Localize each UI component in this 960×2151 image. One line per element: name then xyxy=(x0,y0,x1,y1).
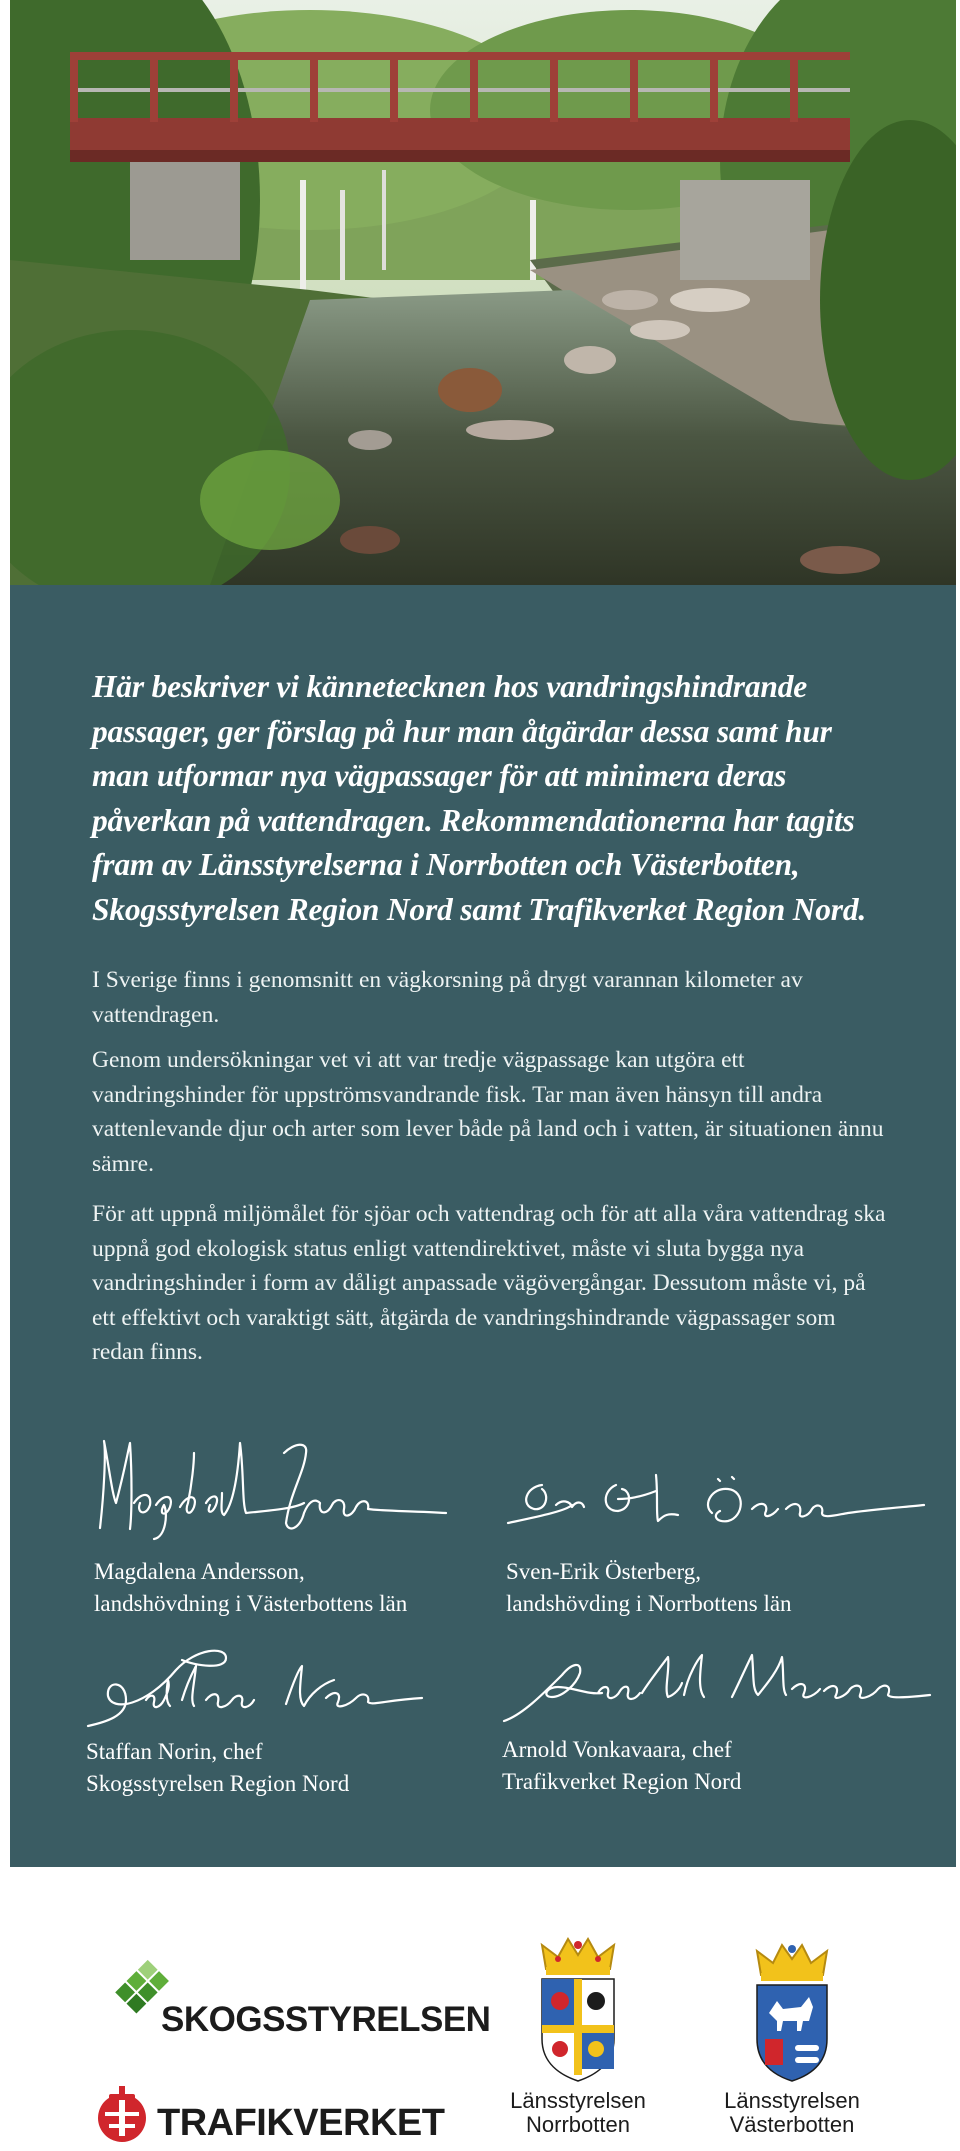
skogsstyrelsen-logo xyxy=(95,1958,491,2039)
signatory-name: Sven-Erik Österberg, xyxy=(506,1559,702,1584)
signatory-title: landshövding i Norrbottens län xyxy=(506,1591,792,1616)
trafikverket-emblem-icon xyxy=(95,2082,149,2146)
body-paragraph: I Sverige finns i genomsnitt en vägkorsning på drygt varannan kilometer av vattendragen. xyxy=(92,967,803,1028)
county-name-line2: Norrbotten xyxy=(526,2112,630,2137)
signature-caption xyxy=(502,1734,741,1798)
handwritten-signature xyxy=(506,1465,926,1545)
signature-block xyxy=(502,1645,882,1794)
signature-block xyxy=(94,1433,474,1616)
handwritten-signature xyxy=(502,1645,932,1725)
signatory-name: Staffan Norin, chef xyxy=(86,1739,263,1764)
body-paragraph: Genom undersökningar vet vi att var tredje vägpassage kan utgöra ett vandringshinder för uppströmsvandrande fisk. Tar man även hänsyn till andra vattenlevande djur och arter som lever både på land och i vatten, är situationen ännu sämre. xyxy=(92,1047,884,1177)
lansstyrelsen-norrbotten-logo xyxy=(483,1935,673,2137)
body-paragraph: För att uppnå miljömålet för sjöar och vattendrag och för att alla våra vattendrag ska uppnå god ekologisk status enligt vattendirektivet, måste vi sluta bygga nya vandringshinder i form av dåligt anpassade vägövergångar. Dessutom måste vi, på ett effektivt och varaktigt sätt, åtgärda de vandringshindrande vägpassager som redan finns. xyxy=(92,1201,886,1365)
river-bridge-photo xyxy=(10,0,956,585)
trafikverket-wordmark: TRAFIKVERKET xyxy=(157,2102,445,2144)
signatory-title: Skogsstyrelsen Region Nord xyxy=(86,1771,350,1796)
county-name-line1: Länsstyrelsen xyxy=(724,2088,860,2113)
vasterbotten-crest-icon xyxy=(749,1935,835,2083)
signatory-name: Arnold Vonkavaara, chef xyxy=(502,1737,732,1762)
trafikverket-logo xyxy=(95,2082,445,2146)
lead-paragraph: Här beskriver vi kännetecknen hos vandringshindrande passager, ger förslag på hur man åtgärdar dessa samt hur man utformar nya vägpassager för att minimera deras påverkan på vattendragen. Rekommendationerna har tagits fram av Länsstyrelserna i Norrbotten och Västerbotten, Skogsstyrelsen Region Nord samt Trafikverket Region Nord. xyxy=(92,669,867,927)
handwritten-signature xyxy=(86,1640,426,1730)
signature-block xyxy=(86,1640,466,1796)
signatory-title: Trafikverket Region Nord xyxy=(502,1769,742,1794)
county-name-line1: Länsstyrelsen xyxy=(510,2088,646,2113)
signatory-title: landshövdning i Västerbottens län xyxy=(94,1591,408,1616)
norrbotten-crest-icon xyxy=(532,1935,624,2083)
county-name-line2: Västerbotten xyxy=(729,2112,855,2137)
text-panel xyxy=(10,585,956,1867)
signatory-name: Magdalena Andersson, xyxy=(94,1559,305,1584)
signature-caption xyxy=(94,1556,407,1620)
lansstyrelsen-vasterbotten-logo xyxy=(697,1935,887,2137)
handwritten-signature xyxy=(94,1433,454,1543)
signature-caption xyxy=(86,1736,349,1800)
signature-caption xyxy=(506,1556,792,1620)
signature-block xyxy=(506,1465,886,1616)
skogsstyrelsen-wordmark: SKOGSSTYRELSEN xyxy=(161,2000,491,2039)
